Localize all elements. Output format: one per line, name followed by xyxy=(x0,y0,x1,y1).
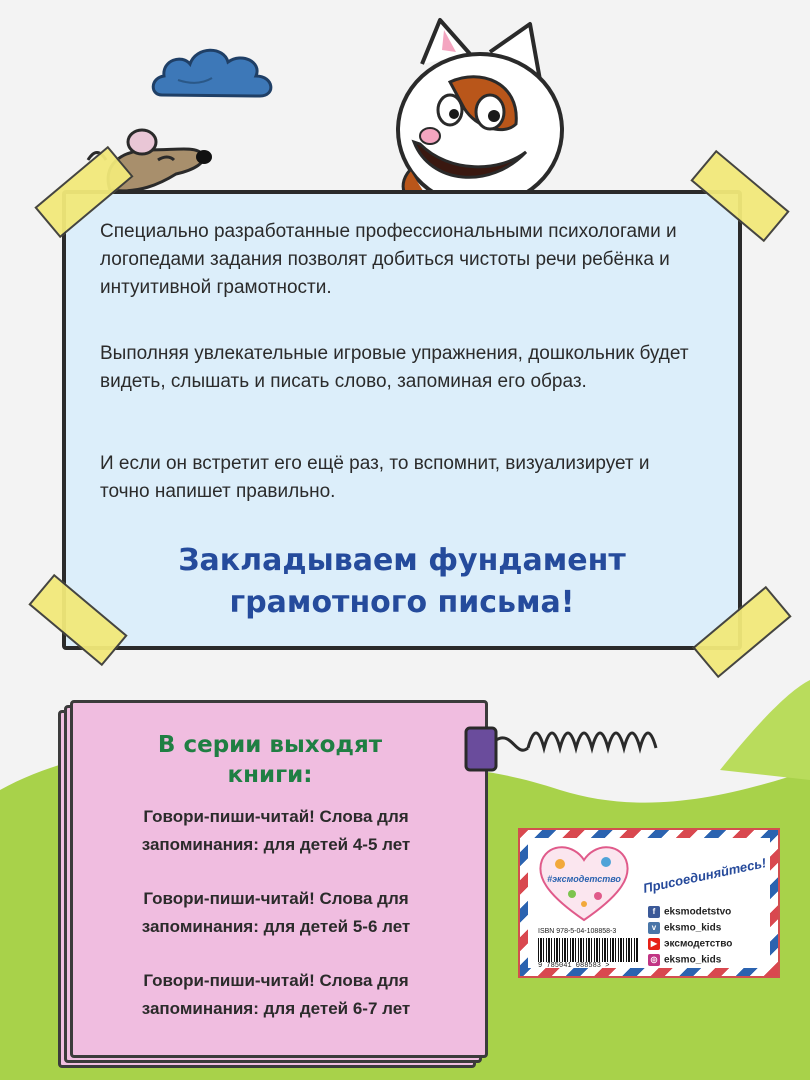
clip-spring-illustration xyxy=(462,700,742,810)
cloud-illustration xyxy=(150,40,280,110)
social-label: eksmo_kids xyxy=(664,954,722,966)
social-vk[interactable] xyxy=(648,922,778,938)
series-book-line-1: Говори-пиши-читай! Слова для xyxy=(143,889,409,908)
barcode-digits: 9 785041 088583 > xyxy=(538,962,610,970)
headline-line-2: грамотного письма! xyxy=(229,585,575,620)
series-title-line-1: В серии выходят xyxy=(157,732,383,758)
vk-icon: v xyxy=(648,922,660,934)
cat-illustration xyxy=(380,12,570,217)
social-youtube[interactable] xyxy=(648,938,778,954)
publisher-card xyxy=(518,828,780,978)
social-facebook[interactable] xyxy=(648,906,778,922)
headline-line-1: Закладываем фундамент xyxy=(178,543,626,578)
social-label: eksmo_kids xyxy=(664,922,722,934)
description-paragraph-1: Специально разработанные профессиональными психологами и логопедами задания позволят добиться чистоты речи ребёнка и интуитивной грамотности. xyxy=(100,221,677,298)
join-label: Присоединяйтесь! xyxy=(641,855,768,896)
hashtag-label: #эксмодетство xyxy=(547,874,621,884)
series-book-2 xyxy=(86,885,466,941)
series-book-line-2: запоминания: для детей 4-5 лет xyxy=(141,835,411,854)
series-book-line-2: запоминания: для детей 6-7 лет xyxy=(141,999,411,1018)
series-title-line-2: книги: xyxy=(227,762,313,788)
series-book-line-2: запоминания: для детей 5-6 лет xyxy=(141,917,411,936)
series-book-3 xyxy=(86,967,466,1023)
series-book-line-1: Говори-пиши-читай! Слова для xyxy=(143,807,409,826)
series-book-line-1: Говори-пиши-читай! Слова для xyxy=(143,971,409,990)
series-title xyxy=(80,730,460,790)
series-book-1 xyxy=(86,803,466,859)
barcode xyxy=(538,938,638,962)
social-label: эксмодетство xyxy=(664,938,733,950)
instagram-icon: ◎ xyxy=(648,954,660,966)
youtube-icon: ▶ xyxy=(648,938,660,950)
isbn-label: ISBN 978-5-04-108858-3 xyxy=(538,928,617,935)
description-paragraph-3: И если он встретит его ещё раз, то вспомнит, визуализирует и точно напишет правильно. xyxy=(100,453,650,502)
headline xyxy=(62,540,742,624)
publisher-card-body xyxy=(528,838,770,968)
social-label: eksmodetstvo xyxy=(664,906,732,918)
social-instagram[interactable] xyxy=(648,954,778,970)
facebook-icon: f xyxy=(648,906,660,918)
description-paragraph-2: Выполняя увлекательные игровые упражнения, дошкольник будет видеть, слышать и писать слово, запоминая его образ. xyxy=(100,343,689,392)
